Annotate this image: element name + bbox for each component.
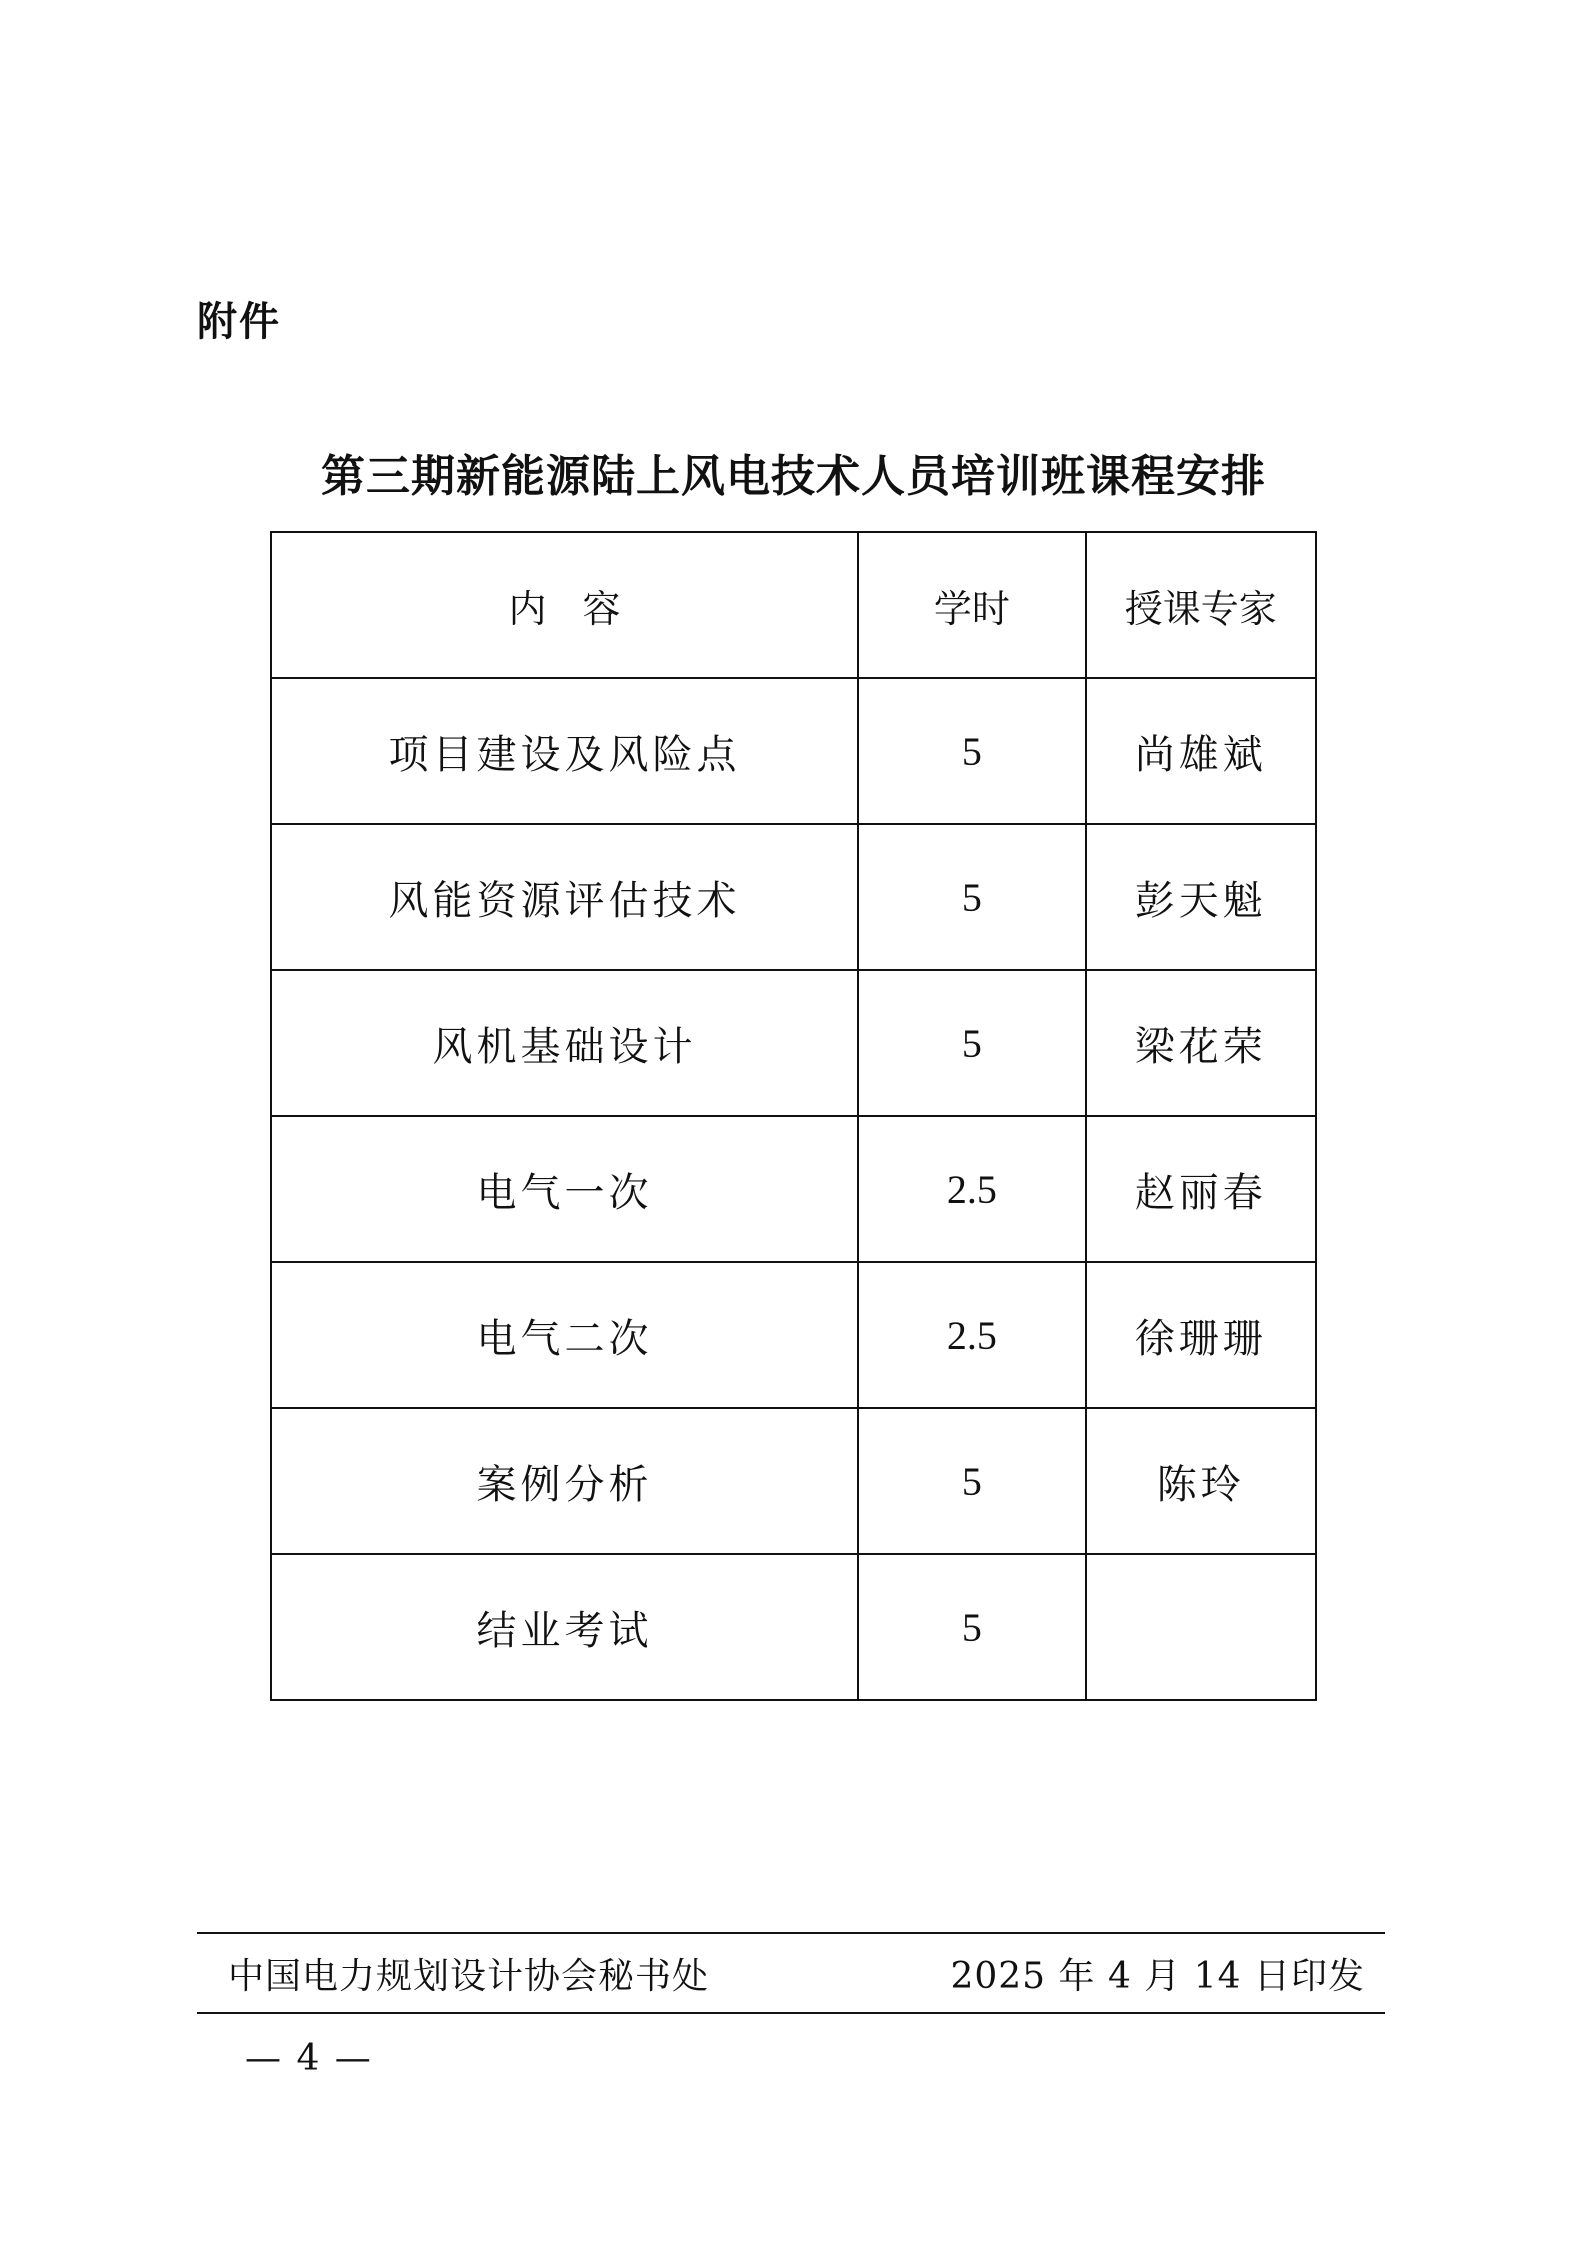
attachment-label: 附件 [197, 299, 281, 345]
row-hours: 5 [858, 824, 1085, 970]
table-row [271, 824, 1316, 970]
header-hours: 学时 [858, 532, 1085, 678]
course-schedule-table [270, 531, 1317, 1701]
row-content: 项目建设及风险点 [271, 678, 858, 824]
row-expert: 彭天魁 [1086, 824, 1316, 970]
row-expert [1086, 1554, 1316, 1700]
row-content: 结业考试 [271, 1554, 858, 1700]
footer-issuer: 中国电力规划设计协会秘书处 [228, 1956, 710, 1997]
footer-bottom-rule [197, 2012, 1385, 2014]
table-header-row [271, 532, 1316, 678]
table-row [271, 1262, 1316, 1408]
row-expert: 尚雄斌 [1086, 678, 1316, 824]
table-row [271, 1554, 1316, 1700]
row-content: 电气一次 [271, 1116, 858, 1262]
row-content: 风机基础设计 [271, 970, 858, 1116]
row-hours: 5 [858, 1408, 1085, 1554]
footer-issue-date: 2025 年 4 月 14 日印发 [950, 1956, 1365, 1997]
row-content: 风能资源评估技术 [271, 824, 858, 970]
table-row [271, 970, 1316, 1116]
row-hours: 2.5 [858, 1262, 1085, 1408]
footer-top-rule [197, 1932, 1385, 1934]
table-row [271, 1408, 1316, 1554]
table-row [271, 1116, 1316, 1262]
document-title: 第三期新能源陆上风电技术人员培训班课程安排 [321, 451, 1266, 502]
row-content: 电气二次 [271, 1262, 858, 1408]
header-content: 内容 [271, 532, 858, 678]
row-expert: 梁花荣 [1086, 970, 1316, 1116]
row-content: 案例分析 [271, 1408, 858, 1554]
row-expert: 陈玲 [1086, 1408, 1316, 1554]
row-expert: 徐珊珊 [1086, 1262, 1316, 1408]
row-hours: 2.5 [858, 1116, 1085, 1262]
row-hours: 5 [858, 970, 1085, 1116]
page-number: — 4 — [245, 2038, 373, 2079]
row-hours: 5 [858, 678, 1085, 824]
row-hours: 5 [858, 1554, 1085, 1700]
header-expert: 授课专家 [1086, 532, 1316, 678]
table-row [271, 678, 1316, 824]
row-expert: 赵丽春 [1086, 1116, 1316, 1262]
